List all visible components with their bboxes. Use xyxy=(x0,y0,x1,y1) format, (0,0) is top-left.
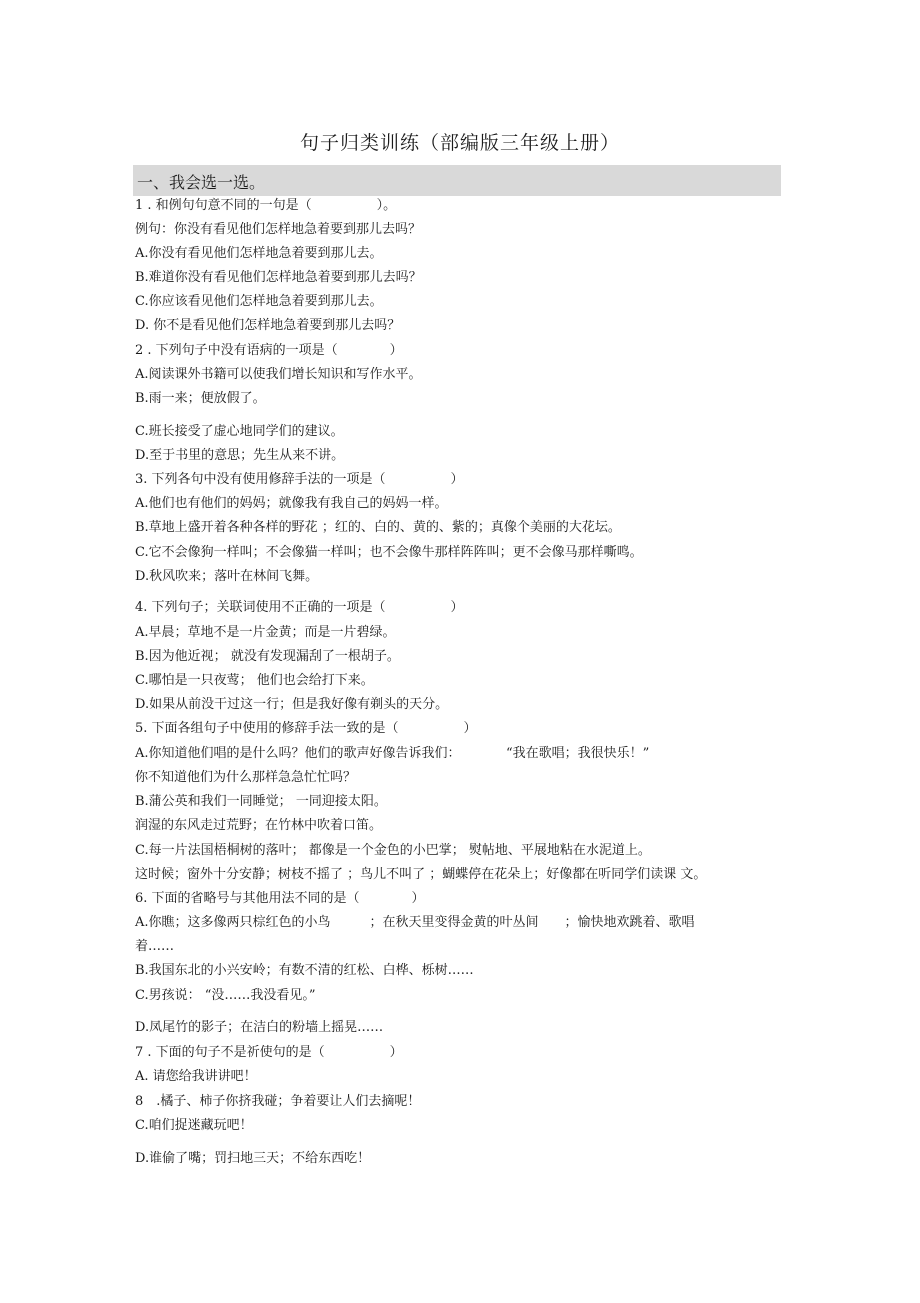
text-line: D.如果从前没干过这一行；但是我好像有剃头的天分。 xyxy=(135,697,449,712)
section-header xyxy=(133,165,781,196)
text-line: C.哪怕是一只夜莺； 他们也会给打下来。 xyxy=(135,673,374,688)
text-line: D.至于书里的意思；先生从来不讲。 xyxy=(135,448,345,463)
text-line: 你不知道他们为什么那样急急忙忙吗？ xyxy=(135,770,357,785)
text-line: C.你应该看见他们怎样地急着要到那儿去。 xyxy=(135,294,383,309)
text-line: 7 . 下面的句子不是祈使句的是（ ） xyxy=(135,1045,403,1060)
text-line: 5. 下面各组句子中使用的修辞手法一致的是（ ） xyxy=(135,721,477,736)
text-line: 2 . 下列句子中没有语病的一项是（ ） xyxy=(135,343,403,358)
section-header-label: 一、我会选一选。 xyxy=(137,173,266,192)
text-line: A.早晨；草地不是一片金黄；而是一片碧绿。 xyxy=(135,625,396,640)
text-line: 3. 下列各句中没有使用修辞手法的一项是（ ） xyxy=(135,472,464,487)
text-line: A.你瞧；这多像两只棕红色的小鸟 ；在秋天里变得金黄的叶丛间 ；愉快地欢跳着、歌唱 xyxy=(135,915,695,930)
text-line: 6. 下面的省略号与其他用法不同的是（ ） xyxy=(135,891,425,906)
text-line: 例句：你没有看见他们怎样地急着要到那儿去吗？ xyxy=(135,222,422,237)
text-line: D.秋风吹来；落叶在林间飞舞。 xyxy=(135,569,319,584)
text-line: A.你没有看见他们怎样地急着要到那儿去。 xyxy=(135,246,383,261)
text-line: B.因为他近视； 就没有发现漏刮了一根胡子。 xyxy=(135,649,400,664)
text-line: B.我国东北的小兴安岭；有数不清的红松、白桦、栎树…… xyxy=(135,963,474,978)
text-line: B.雨一来；便放假了。 xyxy=(135,391,266,406)
text-line: A.他们也有他们的妈妈；就像我有我自己的妈妈一样。 xyxy=(135,496,448,511)
text-line: D.谁偷了嘴；罚扫地三天；不给东西吃！ xyxy=(135,1151,371,1166)
text-line: C.班长接受了虚心地同学们的建议。 xyxy=(135,424,344,439)
text-line: C.咱们捉迷藏玩吧！ xyxy=(135,1118,253,1133)
text-line: 8 .橘子、柿子你挤我碰；争着要让人们去摘呢！ xyxy=(135,1094,421,1109)
text-line: 4. 下列句子；关联词使用不正确的一项是（ ） xyxy=(135,600,464,615)
text-line: D.凤尾竹的影子；在洁白的粉墙上摇晃…… xyxy=(135,1020,384,1035)
text-line: 着…… xyxy=(135,939,175,954)
text-line: C.男孩说： “没……我没看见。” xyxy=(135,988,316,1003)
text-line: C.每一片法国梧桐树的落叶； 都像是一个金色的小巴掌； 熨帖地、平展地粘在水泥道上。 xyxy=(135,843,651,858)
text-line: B.难道你没有看见他们怎样地急着要到那儿去吗？ xyxy=(135,270,422,285)
text-line: A.阅读课外书籍可以使我们增长知识和写作水平。 xyxy=(135,367,422,382)
text-line: C.它不会像狗一样叫；不会像猫一样叫；也不会像牛那样阵阵叫；更不会像马那样嘶鸣。 xyxy=(135,545,643,560)
text-line: D. 你不是看见他们怎样地急着要到那儿去吗？ xyxy=(135,318,401,333)
text-line: A.你知道他们唱的是什么吗？他们的歌声好像告诉我们： “我在歌唱；我很快乐！” xyxy=(135,746,650,761)
text-line: B.蒲公英和我们一同睡觉； 一同迎接太阳。 xyxy=(135,794,387,809)
text-line: 润湿的东风走过荒野；在竹林中吹着口笛。 xyxy=(135,818,383,833)
page-title: 句子归类训练（部编版三年级上册） xyxy=(299,132,620,154)
text-line: A. 请您给我讲讲吧！ xyxy=(135,1069,257,1084)
text-line: B.草地上盛开着各种各样的野花 ；红的、白的、黄的、紫的；真像个美丽的大花坛。 xyxy=(135,520,621,535)
text-line: 1 . 和例句句意不同的一句是（ ）。 xyxy=(135,198,397,213)
text-line: 这时候；窗外十分安静；树枝不摇了 ；鸟儿不叫了 ；蝴蝶停在花朵上；好像都在听同学们读课 文。 xyxy=(135,867,707,882)
